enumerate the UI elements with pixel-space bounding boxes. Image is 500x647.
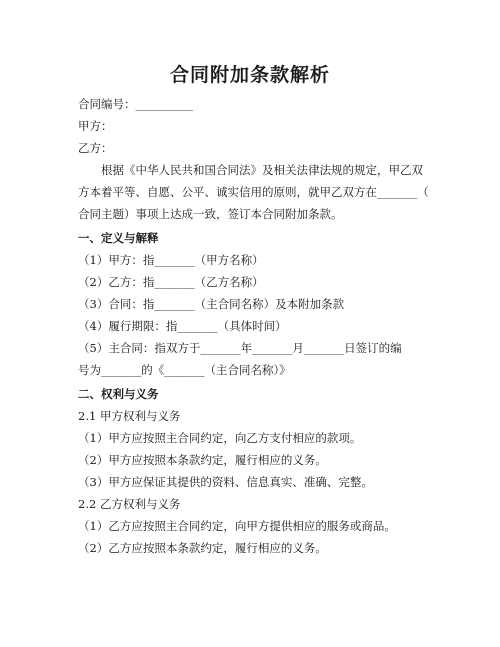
party-b-obligation: （2）乙方应按照本条款约定，履行相应的义务。: [78, 541, 327, 555]
subsection-heading-party-b: 2.2 乙方权利与义务: [78, 497, 181, 511]
definition-item: （3）合同：指_______（主合同名称）及本附加条款: [78, 297, 345, 311]
party-a-obligation: （3）甲方应保证其提供的资料、信息真实、准确、完整。: [78, 475, 373, 489]
party-a-obligation: （1）甲方应按照主合同约定，向乙方支付相应的款项。: [78, 431, 362, 445]
intro-line-2: 方本着平等、自愿、公平、诚实信用的原则，就甲乙双方在_______（: [78, 185, 429, 199]
contract-number: 合同编号：__________: [78, 97, 193, 111]
definition-item: （4）履行期限：指_______（具体时间）: [78, 319, 287, 333]
intro-line-1: 根据《中华人民共和国合同法》及相关法律法规的规定，甲乙双: [78, 163, 423, 177]
party-a-obligation: （2）甲方应按照本条款约定，履行相应的义务。: [78, 453, 327, 467]
definition-item: （2）乙方：指_______（乙方名称）: [78, 275, 264, 289]
party-b-obligation: （1）乙方应按照主合同约定，向甲方提供相应的服务或商品。: [78, 519, 396, 533]
definition-item: （5）主合同：指双方于_______年_______月_______日签订的编: [78, 341, 402, 355]
subsection-heading-party-a: 2.1 甲方权利与义务: [78, 409, 181, 423]
document-title: 合同附加条款解析: [169, 64, 330, 86]
section-heading-definitions: 一、定义与解释: [78, 231, 159, 245]
definition-item-continued: 号为_______的《_______（主合同名称）》: [78, 363, 291, 377]
intro-line-3: 合同主题）事项上达成一致，签订本合同附加条款。: [78, 207, 343, 221]
definition-item: （1）甲方：指_______（甲方名称）: [78, 253, 264, 267]
party-b: 乙方：: [78, 141, 113, 155]
party-a: 甲方：: [78, 119, 113, 133]
section-heading-rights: 二、权利与义务: [78, 387, 159, 401]
